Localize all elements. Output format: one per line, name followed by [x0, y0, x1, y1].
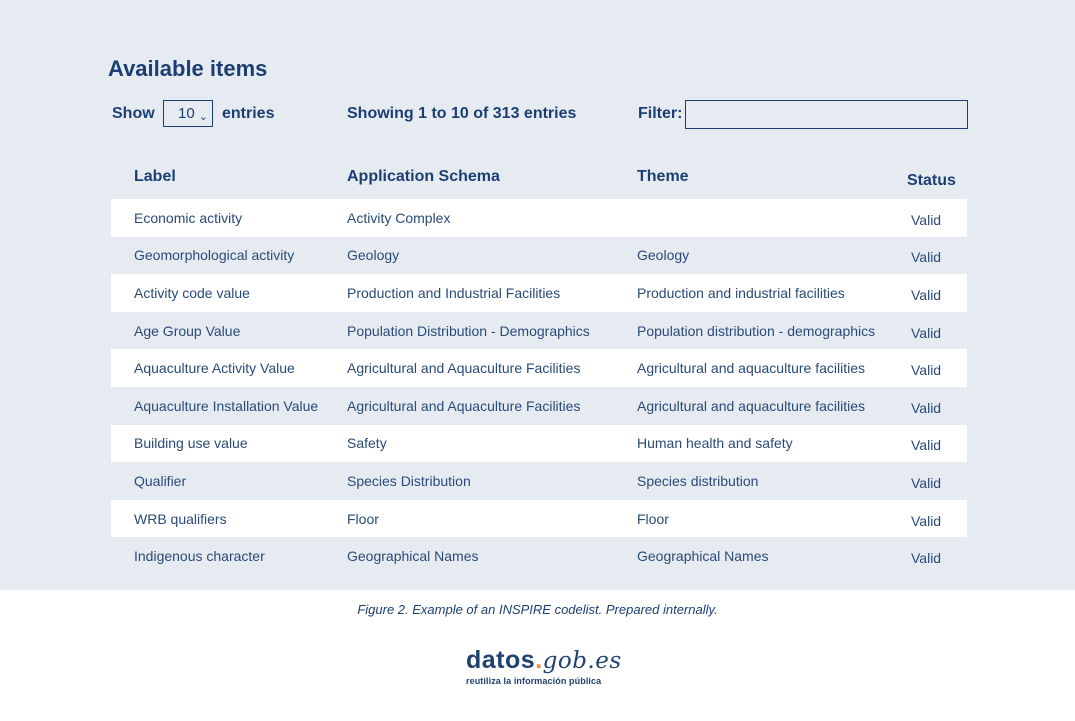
cell-status [907, 349, 967, 387]
table-row[interactable] [111, 349, 967, 387]
page-size-value: 10 [178, 105, 195, 122]
cell-theme: Human health and safety [637, 425, 907, 463]
codelist-table [111, 155, 967, 575]
cell-application-schema: Geographical Names [347, 537, 637, 575]
page-size-select[interactable] [163, 100, 213, 127]
column-header-application-schema[interactable]: Application Schema [347, 168, 500, 185]
cell-application-schema: Floor [347, 500, 637, 538]
status-value: Valid [911, 286, 942, 303]
cell-status [907, 274, 967, 312]
cell-application-schema: Production and Industrial Facilities [347, 274, 637, 312]
cell-application-schema: Population Distribution - Demographics [347, 312, 637, 350]
cell-status [907, 462, 967, 500]
cell-theme: Species distribution [637, 462, 907, 500]
chevron-down-icon: ⌄ [198, 111, 208, 123]
table-row[interactable] [111, 274, 967, 312]
cell-application-schema: Agricultural and Aquaculture Facilities [347, 349, 637, 387]
status-value: Valid [911, 512, 942, 529]
table-body [111, 199, 967, 575]
cell-application-schema: Geology [347, 237, 637, 275]
column-header-label[interactable]: Label [134, 168, 176, 185]
cell-label: Building use value [111, 425, 347, 463]
cell-label: Qualifier [111, 462, 347, 500]
filter-input[interactable] [685, 100, 968, 129]
cell-theme: Population distribution - demographics [637, 312, 907, 350]
cell-theme: Geology [637, 237, 907, 275]
cell-label: Economic activity [111, 199, 347, 237]
table-row[interactable] [111, 462, 967, 500]
logo-wordmark [466, 646, 626, 675]
cell-label: Geomorphological activity [111, 237, 347, 275]
status-value: Valid [911, 437, 942, 454]
table-controls [112, 100, 968, 130]
cell-application-schema: Safety [347, 425, 637, 463]
cell-label: WRB qualifiers [111, 500, 347, 538]
cell-application-schema: Activity Complex [347, 199, 637, 237]
filter-label: Filter: [638, 105, 683, 122]
entries-info: Showing 1 to 10 of 313 entries [347, 105, 577, 122]
cell-label: Aquaculture Activity Value [111, 349, 347, 387]
show-label: Show [112, 105, 155, 122]
cell-theme: Geographical Names [637, 537, 907, 575]
page-title: Available items [108, 56, 268, 81]
logo-part1: datos [466, 646, 536, 674]
cell-status [907, 387, 967, 425]
cell-application-schema: Agricultural and Aquaculture Facilities [347, 387, 637, 425]
table-row[interactable] [111, 537, 967, 575]
cell-status [907, 199, 967, 237]
entries-label: entries [222, 105, 275, 122]
cell-status [907, 425, 967, 463]
cell-theme: Agricultural and aquaculture facilities [637, 349, 907, 387]
cell-status [907, 500, 967, 538]
cell-theme: Floor [637, 500, 907, 538]
table-row[interactable] [111, 387, 967, 425]
figure-caption: Figure 2. Example of an INSPIRE codelist. Prepared internally. [357, 602, 718, 617]
cell-status [907, 312, 967, 350]
status-value: Valid [911, 474, 942, 491]
status-value: Valid [911, 324, 942, 341]
cell-label: Activity code value [111, 274, 347, 312]
column-header-status[interactable]: Status [907, 171, 956, 189]
datos-gob-logo [466, 646, 626, 686]
cell-label: Age Group Value [111, 312, 347, 350]
cell-label: Aquaculture Installation Value [111, 387, 347, 425]
status-value: Valid [911, 211, 942, 228]
status-value: Valid [911, 249, 942, 266]
table-header-row [111, 155, 967, 199]
cell-theme: Production and industrial facilities [637, 274, 907, 312]
logo-tagline: reutiliza la información pública [466, 676, 602, 686]
logo-part2: gob.es [542, 648, 622, 674]
column-header-theme[interactable]: Theme [637, 168, 689, 185]
cell-status [907, 237, 967, 275]
cell-label: Indigenous character [111, 537, 347, 575]
cell-status [907, 537, 967, 575]
cell-application-schema: Species Distribution [347, 462, 637, 500]
table-row[interactable] [111, 237, 967, 275]
cell-theme: Agricultural and aquaculture facilities [637, 387, 907, 425]
table-row[interactable] [111, 312, 967, 350]
status-value: Valid [911, 362, 942, 379]
cell-theme [637, 199, 907, 237]
table-row[interactable] [111, 425, 967, 463]
status-value: Valid [911, 550, 942, 567]
table-row[interactable] [111, 500, 967, 538]
logo-dot: . [535, 646, 543, 674]
table-row[interactable] [111, 199, 967, 237]
status-value: Valid [911, 399, 942, 416]
